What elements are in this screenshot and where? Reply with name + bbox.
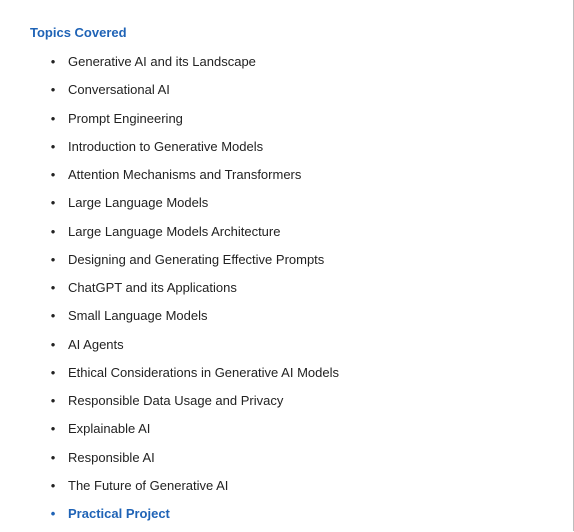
topic-label: Responsible AI (68, 449, 155, 465)
topic-label: Large Language Models (68, 195, 209, 211)
topic-item (0, 448, 574, 476)
topics-heading: Topics Covered (30, 25, 127, 40)
bullet-icon: • (50, 421, 56, 437)
topic-label: Ethical Considerations in Generative AI Models (68, 364, 339, 380)
topic-label: Practical Project (68, 506, 170, 521)
topic-label: Explainable AI (68, 421, 151, 437)
topic-item (0, 222, 574, 250)
bullet-icon: • (50, 506, 56, 521)
topic-label: The Future of Generative AI (68, 477, 229, 493)
topic-item (0, 80, 574, 108)
topic-label: ChatGPT and its Applications (68, 280, 237, 295)
bullet-icon: • (50, 364, 56, 380)
topic-label: Responsible Data Usage and Privacy (68, 393, 284, 408)
bullet-icon: • (50, 251, 56, 267)
topic-label: Designing and Generating Effective Prompts (68, 251, 325, 267)
topic-label: Prompt Engineering (68, 110, 183, 126)
topic-item (0, 363, 574, 391)
bullet-icon: • (50, 54, 56, 69)
bullet-icon: • (50, 110, 56, 126)
topic-item (0, 165, 574, 193)
bullet-icon: • (50, 280, 56, 295)
topic-item (0, 391, 574, 419)
topic-item (0, 109, 574, 137)
bullet-icon: • (50, 336, 56, 352)
topics-list (0, 52, 574, 532)
topic-item (0, 52, 574, 80)
bullet-icon: • (50, 82, 56, 98)
bullet-icon: • (50, 308, 56, 324)
bullet-icon: • (50, 195, 56, 211)
topic-label: AI Agents (68, 336, 124, 352)
bullet-icon: • (50, 223, 56, 239)
topic-label: Attention Mechanisms and Transformers (68, 167, 302, 182)
topic-item (0, 193, 574, 221)
topic-label: Small Language Models (68, 308, 208, 324)
bullet-icon: • (50, 393, 56, 408)
topic-item (0, 278, 574, 306)
topic-label: Conversational AI (68, 82, 170, 98)
bullet-icon: • (50, 167, 56, 182)
topic-item (0, 419, 574, 447)
bullet-icon: • (50, 449, 56, 465)
topic-item (0, 250, 574, 278)
topic-item (0, 504, 574, 532)
topic-label: Generative AI and its Landscape (68, 54, 256, 69)
bullet-icon: • (50, 477, 56, 493)
topic-item (0, 335, 574, 363)
topic-label: Large Language Models Architecture (68, 223, 281, 239)
topic-label: Introduction to Generative Models (68, 138, 264, 154)
topic-item (0, 306, 574, 334)
bullet-icon: • (50, 138, 56, 154)
topic-item (0, 137, 574, 165)
topic-item (0, 476, 574, 504)
